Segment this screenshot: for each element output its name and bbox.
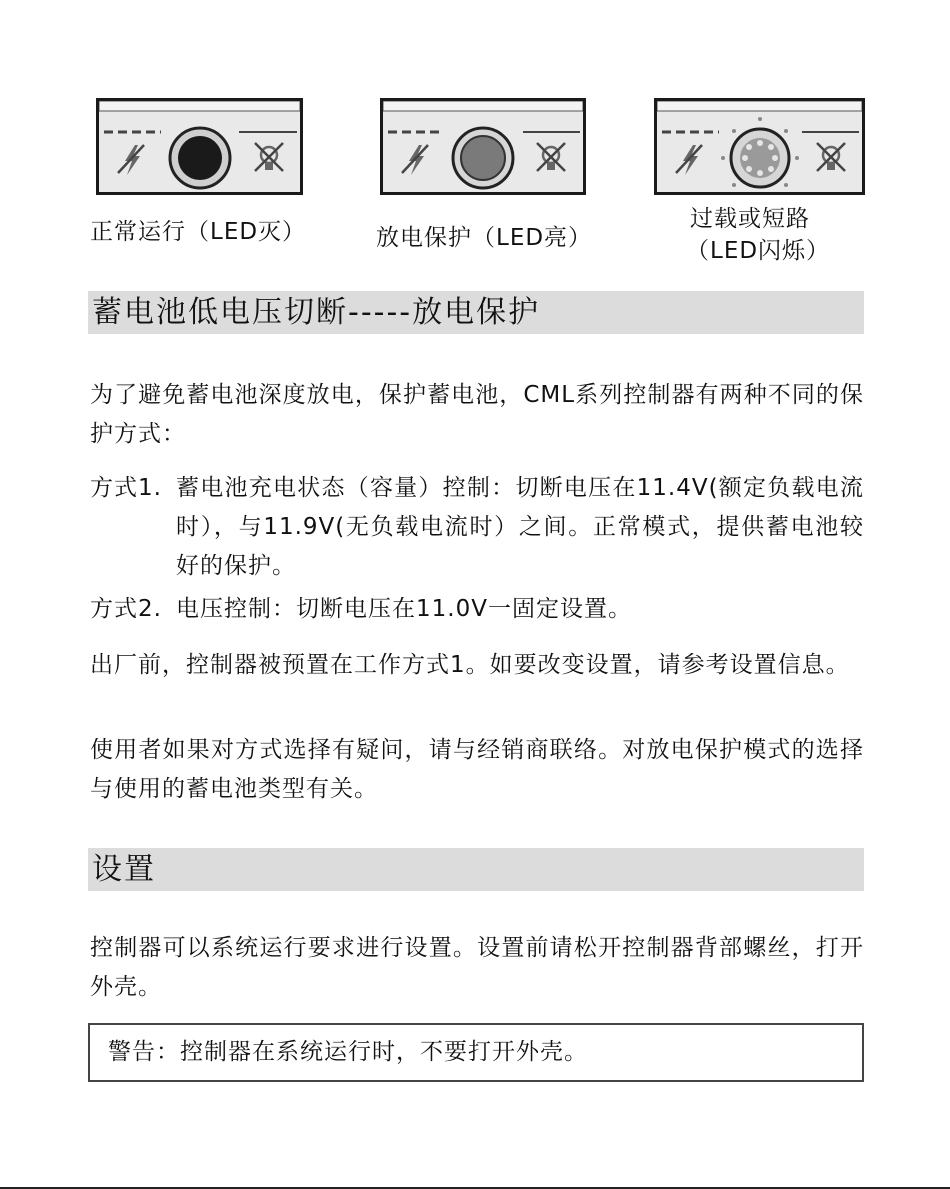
mode2-label: 方式2. — [90, 596, 162, 622]
section-heading-settings: 设置 — [88, 848, 864, 891]
led-off-illustration — [99, 101, 300, 192]
no-lamp-icon — [537, 143, 565, 171]
led-panel-discharge — [380, 98, 586, 195]
mode1-text: 蓄电池充电状态（容量）控制：切断电压在11.4V(额定负载电流时），与11.9V(无负载电流时）之间。正常模式，提供蓄电池较好的保护。 — [176, 475, 864, 579]
no-power-icon — [676, 145, 702, 175]
led-blinking-illustration — [657, 101, 862, 192]
settings-paragraph: 控制器可以系统运行要求进行设置。设置前请松开控制器背部螺丝，打开外壳。 — [90, 935, 864, 1000]
caption-normal: 正常运行（LED灭） — [90, 219, 307, 245]
warning-box: 警告：控制器在系统运行时，不要打开外壳。 — [88, 1023, 864, 1082]
caption-overload-line1: 过载或短路 — [690, 206, 810, 232]
caption-discharge: 放电保护（LED亮） — [376, 225, 593, 251]
no-lamp-icon — [255, 143, 283, 171]
caption-overload-line2: （LED闪烁） — [686, 238, 831, 264]
intro-paragraph: 为了避免蓄电池深度放电，保护蓄电池，CML系列控制器有两种不同的保护方式： — [90, 382, 864, 447]
mode1-label: 方式1. — [90, 475, 162, 501]
led-panel-normal — [96, 98, 303, 195]
no-power-icon — [402, 145, 428, 175]
no-lamp-icon — [817, 143, 845, 171]
led-on-illustration — [383, 101, 583, 192]
no-power-icon — [118, 145, 144, 175]
factory-setting-paragraph: 出厂前，控制器被预置在工作方式1。如要改变设置，请参考设置信息。 — [90, 652, 850, 678]
section-heading-discharge-protection: 蓄电池低电压切断-----放电保护 — [88, 291, 864, 334]
led-panel-overload — [654, 98, 865, 195]
contact-dealer-paragraph: 使用者如果对方式选择有疑问，请与经销商联络。对放电保护模式的选择与使用的蓄电池类型有关。 — [90, 737, 864, 802]
mode2-text: 电压控制：切断电压在11.0V一固定设置。 — [176, 596, 632, 622]
